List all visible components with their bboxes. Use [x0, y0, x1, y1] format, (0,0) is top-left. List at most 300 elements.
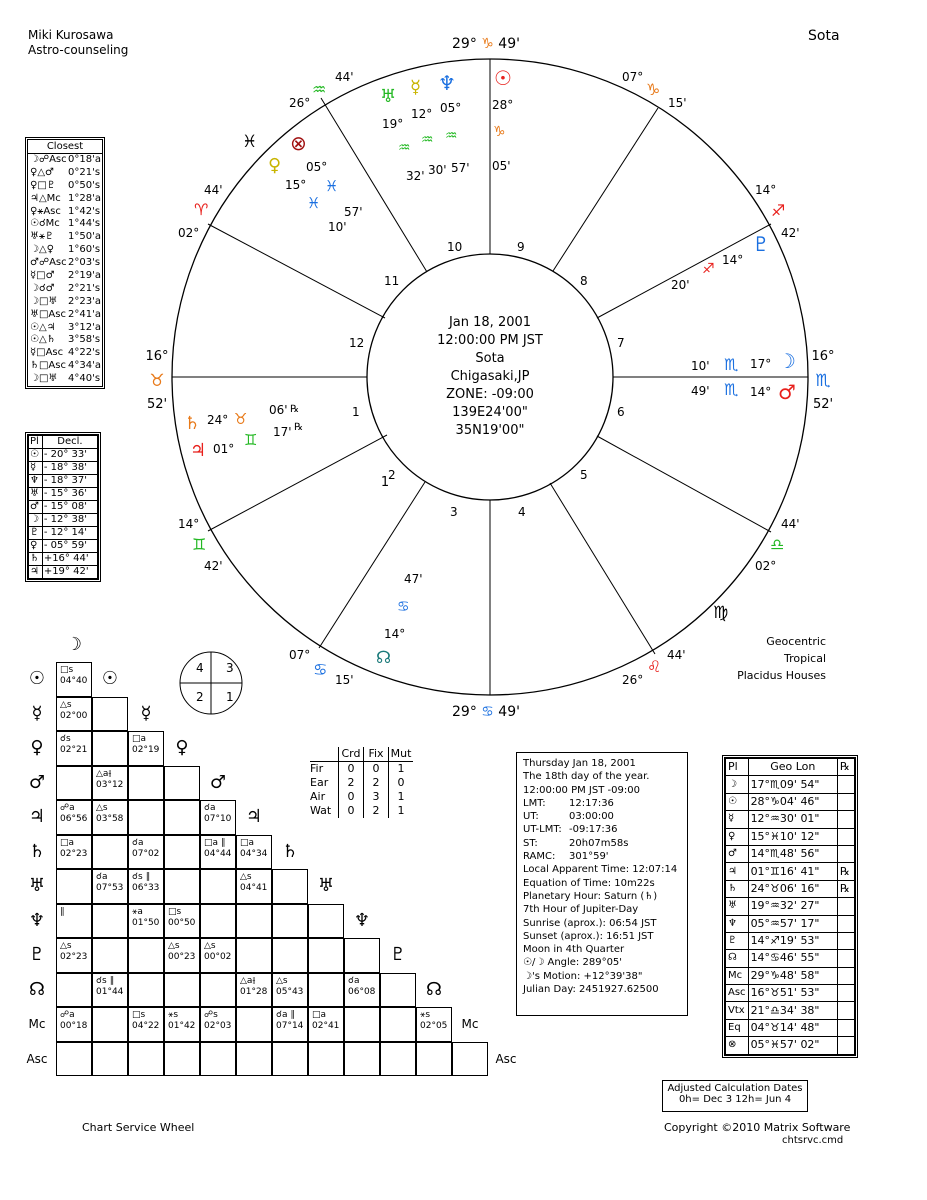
geolon-value: 05°♒57' 17" [748, 915, 837, 932]
geolon-value: 14°♏48' 56" [748, 845, 837, 862]
grid-aspect: △s [168, 941, 180, 951]
info-key: UT-LMT: [523, 824, 562, 836]
geolon-value: 16°♉51' 53" [748, 985, 837, 1002]
grid-cell [128, 938, 164, 973]
grid-diagonal-glyph: ♄ [281, 840, 299, 862]
grid-orb: 00°23 [168, 952, 196, 962]
grid-orb: 02°05 [420, 1021, 448, 1031]
libra-icon: ♎ [770, 535, 785, 554]
geolon-value: 15°♓10' 12" [748, 828, 837, 845]
closest-title: Closest [28, 140, 102, 154]
pluto-sign-icon: ♐ [702, 261, 715, 277]
center-latitude: 35N19'00" [455, 423, 525, 438]
info-line [523, 970, 687, 983]
decl-planet: ♃ [29, 566, 43, 579]
jupiter-degree: 01° [213, 442, 235, 456]
info-value: 03:00:00 [569, 811, 614, 823]
geolon-value: 19°♒32' 27" [748, 898, 837, 915]
element-count: 0 [339, 790, 364, 804]
quadrant-diagram [178, 650, 244, 716]
decl-row [29, 553, 98, 566]
grid-aspect: □s [60, 665, 74, 675]
grid-cell [416, 1042, 452, 1077]
geolon-retro [838, 950, 855, 967]
grid-orb: 07°14 [276, 1021, 304, 1031]
element-count: 2 [364, 804, 389, 818]
grid-row-glyph: Asc [26, 1051, 48, 1066]
closest-orb: 4°40's [68, 373, 101, 385]
grid-aspect: □a [132, 734, 147, 744]
decl-value: - 20° 33' [42, 449, 97, 462]
saturn-sign-icon: ♉ [234, 410, 248, 428]
decl-planet: ♇ [29, 527, 43, 540]
info-line [523, 877, 687, 890]
closest-aspect: ♃△Mc [30, 192, 61, 204]
geolon-retro [838, 845, 855, 862]
info-text: 12:00:00 PM JST -09:00 [523, 784, 640, 796]
footer-file: chtsrvc.cmd [782, 1135, 844, 1146]
center-name: Sota [475, 351, 505, 366]
venus-sign-icon: ♓ [307, 194, 321, 212]
chart-name: Sota [808, 28, 840, 44]
element-label: Fir [310, 762, 324, 775]
closest-row [28, 167, 102, 180]
grid-cell [92, 1007, 128, 1042]
geolon-planet: ♄ [726, 880, 749, 897]
saturn-icon: ♄ [184, 413, 201, 434]
geolon-retro [838, 1037, 855, 1054]
grid-diagonal-glyph: ☉ [101, 668, 119, 689]
closest-aspect: ☉△♄ [30, 334, 56, 346]
info-value: 20h07m58s [569, 837, 629, 849]
decl-value: - 18° 37' [42, 475, 97, 488]
cusp-asc: 16° ♉ 52' [145, 349, 169, 412]
cusp-h8-min: 42' [781, 226, 800, 240]
closest-aspect: ☉☌Mc [30, 218, 60, 230]
grid-cell [344, 973, 380, 1008]
decl-row [29, 514, 98, 527]
info-line [523, 810, 687, 823]
grid-cell [56, 973, 92, 1008]
closest-orb: 4°22's [68, 347, 101, 359]
grid-cell [380, 1007, 416, 1042]
closest-aspect: ☽□♅ [30, 295, 58, 307]
closest-row [28, 322, 102, 335]
pof-degree: 05° [306, 160, 328, 174]
geolon-planet: Vtx [726, 1002, 749, 1019]
grid-aspect: ⚹s [168, 1010, 179, 1020]
info-line [523, 956, 687, 969]
info-line [523, 930, 687, 943]
closest-aspect: ☽△♀ [30, 244, 54, 256]
house-number-9: 9 [517, 240, 525, 254]
geolon-value: 28°♑04' 46" [748, 793, 837, 810]
grid-cell [92, 835, 128, 870]
geolon-value: 14°♐19' 53" [748, 932, 837, 949]
grid-row-glyph: ♂ [28, 771, 46, 793]
element-label: Ear [310, 776, 329, 789]
element-row [310, 776, 413, 790]
info-line [523, 983, 687, 996]
info-text: 7th Hour of Jupiter-Day [523, 904, 639, 916]
grid-aspect: ☌s ∥ [132, 872, 151, 882]
grid-orb: 04°44 [204, 848, 232, 859]
cancer-cusp-icon: ♋ [313, 660, 328, 679]
geolon-planet: ♆ [726, 915, 749, 932]
geolon-row [726, 880, 855, 897]
grid-cell [236, 973, 272, 1008]
closest-orb: 0°18'a [68, 154, 101, 165]
element-count: 1 [389, 762, 414, 777]
grid-cell [272, 904, 308, 939]
grid-cell [92, 766, 128, 801]
mars-degree: 14° [750, 385, 772, 399]
grid-aspect: ☌a ∥ [276, 1010, 295, 1020]
grid-orb: 00°18 [60, 1021, 88, 1031]
grid-diagonal-glyph: ☿ [140, 702, 152, 724]
closest-aspect: ☿□Asc [30, 347, 64, 359]
grid-row-glyph: ♄ [28, 840, 46, 862]
geolon-header-lon: Geo Lon [748, 759, 837, 776]
grid-cell [200, 800, 236, 835]
decl-value: - 15° 36' [42, 488, 97, 501]
grid-cell [200, 938, 236, 973]
house-number-1: 1 [352, 405, 360, 419]
info-line [523, 903, 687, 916]
geolon-retro [838, 793, 855, 810]
geolon-retro [838, 898, 855, 915]
grid-aspect: ☌s ∥ [96, 975, 115, 986]
grid-cell [128, 835, 164, 870]
house-number-2: 2 [388, 468, 396, 482]
grid-orb: 01°28 [240, 986, 268, 997]
jupiter-minute: 17' [273, 425, 292, 439]
gemini-icon: ♊ [192, 535, 207, 554]
info-text: Thursday Jan 18, 2001 [523, 758, 636, 769]
grid-row-glyph: ♅ [28, 875, 46, 896]
closest-row [28, 244, 102, 257]
decl-value: - 12° 38' [42, 514, 97, 527]
grid-cell [200, 1042, 236, 1077]
grid-cell [200, 869, 236, 904]
mercury-minute: 30' [428, 163, 447, 177]
grid-aspect: □s [168, 906, 182, 917]
grid-cell [56, 1007, 92, 1042]
quadrant-1: 1 [226, 690, 234, 704]
capricorn-icon: ♑ [481, 36, 494, 52]
grid-cell [236, 904, 272, 939]
closest-orb: 1°42's [68, 205, 101, 217]
center-date: Jan 18, 2001 [448, 315, 532, 330]
grid-cell [452, 1042, 488, 1077]
closest-orb: 1°50'a [68, 231, 101, 243]
moon-degree: 17° [750, 357, 772, 371]
grid-aspect: △s [60, 699, 72, 710]
element-count: 3 [364, 790, 389, 804]
jupiter-icon: ♃ [190, 440, 207, 461]
geolon-retro [838, 967, 855, 984]
grid-diagonal-glyph: ♅ [317, 875, 335, 896]
grid-row-glyph: ☿ [31, 702, 43, 724]
neptune-degree: 05° [440, 101, 462, 115]
grid-cell [236, 1042, 272, 1077]
info-text: Equation of Time: 10m22s [523, 877, 655, 889]
grid-cell [164, 904, 200, 939]
quadrant-4: 4 [196, 661, 204, 675]
closest-orb: 0°50's [68, 179, 101, 191]
geolon-planet: ♃ [726, 863, 749, 880]
grid-cell [92, 938, 128, 973]
decl-planet: ♀ [29, 540, 43, 553]
grid-orb: 01°50 [132, 917, 160, 928]
grid-cell [236, 869, 272, 904]
saturn-retrograde-icon: ℞ [290, 404, 299, 415]
cusp-h3-deg: 07° [289, 648, 311, 662]
footer-copyright: Copyright ©2010 Matrix Software [664, 1121, 851, 1134]
node-degree: 14° [384, 627, 406, 641]
info-line [523, 784, 687, 797]
mars-minute: 49' [691, 384, 710, 398]
cancer-icon: ♋ [481, 704, 494, 720]
cusp-h9-min: 15' [668, 96, 687, 110]
closest-row [28, 257, 102, 270]
decl-row [29, 501, 98, 514]
info-text: Local Apparent Time: 12:07:14 [523, 864, 678, 876]
grid-orb: 02°41 [312, 1021, 340, 1031]
geolon-row [726, 1019, 855, 1036]
element-count: 1 [389, 804, 414, 818]
geolon-retro [838, 915, 855, 932]
part-of-fortune-icon: ⊗ [290, 131, 307, 155]
grid-orb: 04°41 [240, 883, 268, 893]
grid-cell [56, 904, 92, 939]
grid-cell [344, 1007, 380, 1042]
grid-aspect: △a⫲ [96, 768, 112, 779]
grid-diagonal-glyph: ♆ [353, 909, 371, 931]
grid-aspect: ☌a [204, 803, 216, 813]
info-key: LMT: [523, 797, 546, 809]
sagittarius-icon: ♐ [771, 201, 786, 220]
grid-cell [56, 1042, 92, 1077]
moon-sign-icon: ♏ [724, 355, 739, 374]
closest-orb: 2°19'a [68, 270, 101, 282]
geolon-planet: ♂ [726, 845, 749, 862]
closest-orb: 2°41'a [68, 308, 101, 320]
node-minute: 47' [404, 572, 423, 586]
element-count: 0 [364, 762, 389, 777]
virgo-icon: ♍ [713, 603, 729, 623]
leo-icon: ♌ [647, 657, 662, 676]
grid-aspect: □a [240, 837, 255, 848]
geo-longitude-table [722, 755, 858, 1058]
taurus-icon: ♉ [149, 371, 165, 391]
grid-cell [56, 938, 92, 973]
closest-row [28, 360, 102, 373]
cusp-ic: 29° ♋ 49' [452, 704, 520, 720]
mercury-sign-icon: ♒ [421, 132, 434, 148]
cusp-dsc: 16° ♏ 52' [811, 349, 835, 412]
grid-orb: 02°23 [60, 848, 88, 859]
geolon-value: 17°♏09' 54" [748, 776, 837, 793]
geolon-row [726, 793, 855, 810]
decl-value: - 18° 38' [42, 462, 97, 475]
geolon-value: 04°♉14' 48" [748, 1019, 837, 1036]
grid-orb: 05°43 [276, 986, 304, 997]
info-line [523, 837, 687, 850]
info-line [523, 757, 687, 770]
geolon-planet: Mc [726, 967, 749, 984]
geolon-row [726, 985, 855, 1002]
venus-degree: 15° [285, 178, 307, 192]
closest-orb: 3°58's [68, 334, 101, 346]
venus-icon: ♀ [268, 155, 282, 176]
grid-cell [272, 938, 308, 973]
closest-row [28, 231, 102, 244]
grid-row-glyph: ♆ [28, 909, 46, 931]
cusp-h6-min: 44' [781, 517, 800, 531]
grid-cell [164, 835, 200, 870]
cusp-h2-deg: 14° [178, 517, 200, 531]
grid-row-glyph: ☊ [29, 978, 45, 1000]
geolon-value: 01°♊16' 41" [748, 863, 837, 880]
geolon-header-planet: Pl [726, 759, 749, 776]
cusp-h12-deg: 02° [178, 226, 200, 240]
geolon-retro [838, 811, 855, 828]
closest-aspect: ☽☌♂ [30, 282, 55, 294]
chart-system: Geocentric Tropical Placidus Houses [737, 635, 826, 682]
north-node-icon: ☊ [376, 648, 392, 668]
element-label: Wat [310, 804, 332, 817]
geolon-retro [838, 1019, 855, 1036]
decl-row [29, 462, 98, 475]
cusp-h11-min: 44' [335, 70, 354, 84]
grid-cell [236, 1007, 272, 1042]
pof-sign-icon: ♓ [325, 177, 339, 195]
grid-cell [308, 904, 344, 939]
grid-orb: 06°56 [60, 814, 88, 824]
grid-orb: 03°12 [96, 779, 124, 790]
house-number-12: 12 [349, 336, 365, 350]
moon-minute: 10' [691, 359, 710, 373]
pof-minute: 57' [344, 205, 363, 219]
aquarius-icon: ♒ [312, 80, 327, 99]
decl-header-value: Decl. [42, 436, 97, 449]
info-line [523, 863, 687, 876]
declination-table [25, 432, 101, 582]
geolon-retro [838, 776, 855, 793]
cusp-h12-min: 44' [204, 183, 223, 197]
element-count: 0 [389, 776, 414, 790]
grid-row-glyph: ♇ [28, 944, 46, 965]
jupiter-sign-icon: ♊ [244, 431, 258, 449]
decl-row [29, 449, 98, 462]
grid-diagonal-glyph: ♂ [209, 771, 227, 793]
quadrant-3: 3 [226, 661, 234, 675]
closest-orb: 2°21's [68, 282, 101, 294]
closest-orb: 4°34'a [68, 360, 101, 372]
geolon-value: 24°♉06' 16" [748, 880, 837, 897]
grid-aspect: ☌a [132, 837, 144, 848]
geolon-row [726, 915, 855, 932]
grid-cell [272, 1007, 308, 1042]
chart-center-info [410, 314, 570, 440]
grid-orb: 07°53 [96, 883, 124, 893]
uranus-sign-icon: ♒ [398, 140, 411, 156]
saturn-minute: 06' [269, 403, 288, 417]
grid-orb: 07°10 [204, 814, 232, 824]
capricorn-cusp-icon: ♑ [646, 80, 661, 99]
cusp-h6-deg: 02° [755, 559, 777, 573]
grid-cell [164, 1007, 200, 1042]
grid-cell [380, 1042, 416, 1077]
venus-minute: 10' [328, 220, 347, 234]
element-count: 0 [339, 762, 364, 777]
element-row [310, 790, 413, 804]
decl-row [29, 475, 98, 488]
decl-planet: ♆ [29, 475, 43, 488]
info-line [523, 917, 687, 930]
info-value: 12:17:36 [569, 797, 614, 809]
neptune-minute: 57' [451, 161, 470, 175]
closest-aspect: ☿□♂ [30, 270, 55, 282]
saturn-degree: 24° [207, 413, 229, 427]
info-key: ST: [523, 837, 538, 849]
info-text: ☉/☽ Angle: 289°05' [523, 957, 623, 969]
neptune-sign-icon: ♒ [445, 128, 458, 144]
grid-aspect: ⚹a [132, 906, 143, 917]
closest-row [28, 180, 102, 193]
pisces-icon: ♓ [242, 132, 258, 152]
geolon-row [726, 863, 855, 880]
closest-orb: 3°12'a [68, 321, 101, 333]
geolon-header-rx: ℞ [838, 759, 855, 776]
grid-cell [56, 835, 92, 870]
grid-cell [92, 973, 128, 1008]
grid-cell [128, 1007, 164, 1042]
grid-cell [272, 1042, 308, 1077]
geolon-planet: Eq [726, 1019, 749, 1036]
geolon-planet: ♀ [726, 828, 749, 845]
info-text: Sunrise (aprox.): 06:54 JST [523, 917, 657, 929]
house-number-3: 3 [450, 505, 458, 519]
grid-cell [56, 869, 92, 904]
grid-aspect: ☍s [204, 1010, 218, 1020]
mercury-degree: 12° [411, 107, 433, 121]
aries-icon: ♈ [194, 200, 209, 219]
geolon-planet: ☉ [726, 793, 749, 810]
quadrant-2: 2 [196, 690, 204, 704]
closest-row [28, 296, 102, 309]
uranus-degree: 19° [382, 117, 404, 131]
closest-orb: 2°03's [68, 257, 101, 269]
grid-aspect: □a [60, 837, 75, 848]
grid-row-glyph: ♃ [28, 806, 46, 827]
geolon-row [726, 967, 855, 984]
grid-cell [344, 1042, 380, 1077]
grid-aspect: △a⫲ [240, 975, 256, 986]
grid-cell [128, 869, 164, 904]
grid-orb: 02°03 [204, 1021, 232, 1031]
grid-aspect: □s [132, 1010, 146, 1020]
adjusted-line: 0h= Dec 3 12h= Jun 4 [678, 1094, 792, 1105]
house-number-4: 4 [518, 505, 526, 519]
cusp-h5-min: 44' [667, 648, 686, 662]
grid-diagonal-glyph: ♀ [175, 737, 189, 758]
grid-cell [308, 973, 344, 1008]
geolon-row [726, 1002, 855, 1019]
uranus-minute: 32' [406, 169, 425, 183]
info-value: 301°59' [569, 851, 609, 863]
